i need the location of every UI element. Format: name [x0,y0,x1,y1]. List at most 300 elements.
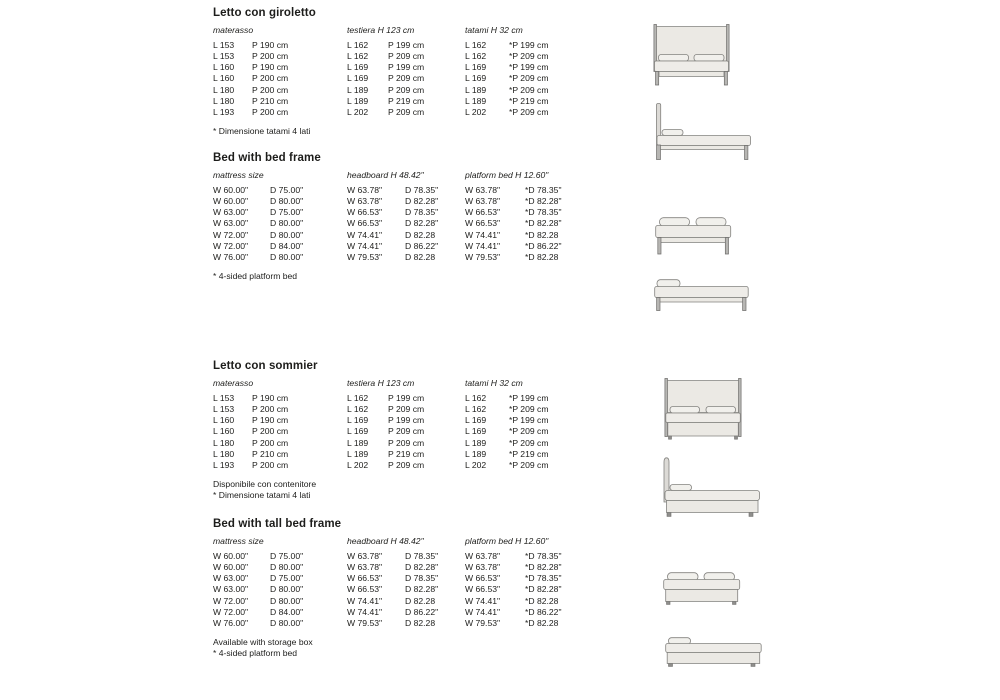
spec-row [347,562,438,573]
pillows [660,218,727,227]
spec-row [213,40,288,51]
column-rows [465,393,549,471]
spec-cell: *P 209 cm [509,106,549,117]
spec-row [347,584,438,595]
section-title: Bed with bed frame [213,152,321,164]
section-title: Bed with tall bed frame [213,518,342,530]
column-header: materasso [213,25,254,35]
footnote-line: * Dimensione tatami 4 lati [213,126,311,136]
spec-cell: L 169 [347,415,369,426]
spec-row [213,218,303,229]
spec-cell: W 60.00" [213,185,249,195]
spec-column-headboard [347,537,438,629]
spec-cell: W 60.00" [213,196,249,207]
spec-row [347,404,424,415]
spec-cell: W 66.53" [347,584,383,595]
spec-cell: W 63.78" [465,562,501,573]
spec-row [213,252,303,263]
spec-cell: L 153 [213,393,235,403]
spec-cell: L 169 [465,62,487,73]
spec-cell: L 189 [465,437,487,448]
spec-row [465,107,549,118]
column-rows [213,551,303,629]
spec-cell: L 169 [347,73,369,84]
spec-column-platform-bed [465,537,562,629]
spec-column-mattress-size [213,171,303,263]
spec-cell: P 199 cm [388,393,425,403]
spec-column-headboard [347,171,438,263]
spec-cell: W 63.00" [213,218,249,229]
spec-cell: D 80.00" [270,229,304,240]
spec-row [465,393,549,404]
spec-row [213,73,288,84]
spec-cell: P 200 cm [252,84,289,95]
platform-bed-front-illustration [655,217,732,255]
spec-cell: D 75.00" [270,551,304,561]
spec-cell: L 162 [347,51,369,62]
column-header: tatami H 32 cm [465,25,523,35]
spec-row [347,218,438,229]
spec-cell: D 82.28 [405,617,436,628]
spec-row [347,96,424,107]
spec-cell: W 66.53" [347,207,383,218]
spec-cell: W 66.53" [465,573,501,584]
spec-cell: *D 78.35" [525,185,562,195]
spec-row [213,618,303,629]
spec-column-tatami [465,379,549,471]
feet [667,513,753,517]
column-header: headboard H 48.42" [347,170,424,180]
spec-cell: W 72.00" [213,595,249,606]
spec-row [213,573,303,584]
spec-cell: L 202 [465,459,487,470]
spec-cell: P 209 cm [388,106,425,117]
pillow [662,130,683,136]
spec-cell: W 60.00" [213,562,249,573]
spec-row [213,230,303,241]
spec-cell: W 63.78" [465,185,501,195]
spec-column-mattress-size [213,537,303,629]
spec-cell: L 180 [213,437,235,448]
spec-row [347,449,424,460]
spec-cell: D 86.22" [405,606,439,617]
spec-column-materasso [213,379,288,471]
section-bed-with-tall-bed-frame [213,518,643,668]
spec-cell: *D 78.35" [525,207,562,218]
spec-cell: W 72.00" [213,606,249,617]
spec-cell: P 200 cm [252,404,289,415]
storage-base [667,501,759,513]
spec-row [465,415,549,426]
spec-cell: D 80.00" [270,562,304,573]
spec-row [465,51,549,62]
spec-cell: *D 86.22" [525,240,562,251]
spec-cell: P 200 cm [252,73,289,84]
spec-row [347,596,438,607]
section-bed-with-bed-frame [213,152,643,302]
spec-cell: P 200 cm [252,459,289,470]
pillow [657,280,680,288]
spec-cell: *P 199 cm [509,40,549,50]
spec-cell: L 169 [465,415,487,426]
column-rows [347,551,438,629]
spec-cell: L 180 [213,448,235,459]
section-title: Letto con sommier [213,360,318,372]
spec-cell: W 72.00" [213,240,249,251]
spec-cell: W 79.53" [465,617,501,628]
spec-cell: *P 199 cm [509,393,549,403]
spec-cell: W 63.00" [213,584,249,595]
spec-row [465,185,562,196]
spec-cell: W 63.78" [347,551,383,561]
spec-cell: D 82.28" [405,584,439,595]
spec-cell: P 200 cm [252,437,289,448]
spec-row [213,607,303,618]
spec-row [465,207,562,218]
spec-row [347,62,424,73]
spec-cell: *D 82.28 [525,617,559,628]
spec-column-materasso [213,26,288,118]
spec-row [465,73,549,84]
spec-cell: L 162 [465,393,487,403]
spec-cell: *D 86.22" [525,606,562,617]
platform-bed-side-illustration [654,279,749,311]
spec-cell: W 79.53" [347,617,383,628]
spec-row [347,618,438,629]
spec-row [213,584,303,595]
footnotes [213,126,310,137]
spec-cell: W 79.53" [347,251,383,262]
tall-platform-bed-front-illustration [663,572,741,605]
column-header: tatami H 32 cm [465,378,523,388]
spec-row [465,85,549,96]
spec-row [347,73,424,84]
spec-row [465,596,562,607]
spec-column-platform-bed [465,171,562,263]
bed-rail [659,72,724,77]
mattress [666,413,741,423]
spec-row [213,562,303,573]
storage-base [666,590,738,602]
spec-row [465,252,562,263]
spec-row [465,584,562,595]
spec-cell: L 169 [465,426,487,437]
column-rows [213,185,303,263]
feet [669,664,756,667]
spec-cell: P 209 cm [388,84,425,95]
spec-cell: D 78.35" [405,551,439,561]
spec-cell: P 209 cm [388,404,425,415]
spec-cell: P 190 cm [252,62,289,73]
spec-row [213,551,303,562]
spec-cell: L 180 [213,95,235,106]
spec-row [465,40,549,51]
spec-cell: *P 209 cm [509,426,549,437]
spec-cell: D 82.28 [405,251,436,262]
spec-cell: D 86.22" [405,240,439,251]
mattress [656,226,731,238]
column-header: platform bed H 12.60" [465,170,549,180]
spec-cell: L 153 [213,51,235,62]
bed-rail [658,298,745,303]
spec-row [347,252,438,263]
column-header: headboard H 48.42" [347,536,424,546]
footnotes [213,637,313,659]
spec-cell: P 190 cm [252,415,289,426]
spec-cell: W 74.41" [347,229,383,240]
spec-cell: W 74.41" [465,595,501,606]
spec-cell: D 75.00" [270,207,304,218]
spec-cell: W 60.00" [213,551,249,561]
spec-cell: *D 82.28" [525,584,562,595]
column-header: platform bed H 12.60" [465,536,549,546]
spec-cell: D 82.28 [405,595,436,606]
spec-cell: P 209 cm [388,51,425,62]
spec-row [347,230,438,241]
spec-cell: *D 82.28" [525,196,562,207]
spec-cell: W 63.78" [465,551,501,561]
spec-cell: W 79.53" [465,251,501,262]
spec-cell: W 66.53" [465,584,501,595]
spec-row [465,218,562,229]
spec-cell: L 189 [347,84,369,95]
spec-cell: W 74.41" [347,606,383,617]
spec-cell: W 63.78" [347,185,383,195]
spec-row [347,426,424,437]
spec-cell: D 84.00" [270,606,304,617]
spec-row [213,196,303,207]
spec-cell: P 199 cm [388,40,425,50]
spec-cell: L 169 [347,426,369,437]
column-header: testiera H 123 cm [347,378,415,388]
spec-row [213,393,288,404]
spec-row [347,573,438,584]
spec-cell: *D 82.28 [525,251,559,262]
spec-row [465,96,549,107]
section-letto-con-sommier [213,360,643,510]
spec-cell: *P 209 cm [509,73,549,84]
spec-cell: D 80.00" [270,251,304,262]
spec-row [465,62,549,73]
footnotes [213,271,297,282]
spec-cell: *P 209 cm [509,437,549,448]
spec-row [347,107,424,118]
spec-row [347,607,438,618]
spec-cell: P 190 cm [252,40,289,50]
spec-row [465,607,562,618]
spec-cell: *P 199 cm [509,62,549,73]
spec-cell: D 75.00" [270,185,304,195]
spec-cell: D 82.28" [405,218,439,229]
spec-cell: *P 199 cm [509,415,549,426]
spec-row [213,438,288,449]
spec-row [213,185,303,196]
spec-cell: W 74.41" [465,229,501,240]
spec-row [213,96,288,107]
column-rows [465,185,562,263]
bed-frame-headboard-side-illustration [655,103,753,160]
spec-cell: L 160 [213,73,235,84]
spec-cell: L 180 [213,84,235,95]
spec-row [213,404,288,415]
spec-row [347,85,424,96]
mattress [665,491,760,501]
spec-row [213,51,288,62]
spec-cell: L 202 [347,106,369,117]
spec-cell: W 72.00" [213,229,249,240]
column-rows [465,551,562,629]
pillow [670,485,692,491]
spec-cell: *P 209 cm [509,84,549,95]
section-letto-con-giroletto [213,7,643,157]
spec-column-testiera [347,26,424,118]
spec-cell: *D 82.28 [525,595,559,606]
spec-cell: P 199 cm [388,415,425,426]
spec-cell: L 153 [213,40,235,50]
spec-cell: L 189 [347,95,369,106]
spec-cell: *D 78.35" [525,573,562,584]
spec-row [347,40,424,51]
spec-cell: L 169 [465,73,487,84]
spec-row [465,230,562,241]
spec-cell: L 160 [213,426,235,437]
spec-cell: L 162 [347,393,369,403]
spec-cell: W 63.78" [347,196,383,207]
spec-row [347,207,438,218]
spec-cell: W 74.41" [347,240,383,251]
spec-cell: L 162 [465,404,487,415]
spec-cell: *P 209 cm [509,51,549,62]
tall-bed-frame-headboard-front-illustration [664,378,742,440]
column-header: materasso [213,378,254,388]
spec-cell: D 78.35" [405,185,439,195]
section-title: Letto con giroletto [213,7,316,19]
spec-cell: L 189 [465,448,487,459]
spec-cell: W 76.00" [213,251,249,262]
spec-cell: *D 78.35" [525,551,562,561]
spec-cell: W 66.53" [465,207,501,218]
spec-row [465,196,562,207]
spec-cell: *P 219 cm [509,448,549,459]
footnote-line: * Dimensione tatami 4 lati [213,490,311,500]
spec-cell: L 162 [465,40,487,50]
spec-cell: W 74.41" [347,595,383,606]
spec-cell: P 199 cm [388,62,425,73]
spec-cell: D 78.35" [405,207,439,218]
spec-cell: L 189 [465,84,487,95]
spec-cell: L 202 [347,459,369,470]
spec-cell: *D 82.28" [525,218,562,229]
spec-row [347,196,438,207]
spec-cell: P 210 cm [252,95,289,106]
spec-cell: L 189 [347,448,369,459]
mattress [657,136,751,146]
spec-cell: W 63.78" [347,562,383,573]
column-rows [213,40,288,118]
spec-cell: L 153 [213,404,235,415]
spec-row [347,185,438,196]
spec-cell: D 84.00" [270,240,304,251]
spec-row [213,207,303,218]
spec-cell: W 63.00" [213,207,249,218]
mattress [666,644,762,653]
column-header: mattress size [213,536,264,546]
spec-row [213,460,288,471]
spec-row [213,241,303,252]
spec-row [213,596,303,607]
spec-row [347,438,424,449]
spec-cell: D 80.00" [270,595,304,606]
spec-cell: P 200 cm [252,106,289,117]
storage-base [667,653,760,664]
spec-row [465,241,562,252]
spec-cell: P 209 cm [388,73,425,84]
spec-cell: L 202 [465,106,487,117]
spec-row [347,415,424,426]
spec-cell: D 82.28" [405,562,439,573]
bed-rail [660,238,728,243]
footnote-line: Disponibile con contenitore [213,479,317,489]
spec-cell: L 162 [465,51,487,62]
spec-row [213,85,288,96]
spec-cell: D 80.00" [270,218,304,229]
column-header: testiera H 123 cm [347,25,415,35]
spec-cell: *P 209 cm [509,404,549,415]
bed-rail [660,146,747,150]
spec-cell: L 193 [213,459,235,470]
spec-column-tatami [465,26,549,118]
spec-cell: P 219 cm [388,448,425,459]
spec-cell: *P 209 cm [509,459,549,470]
spec-cell: L 189 [465,95,487,106]
spec-row [347,460,424,471]
spec-cell: L 160 [213,62,235,73]
spec-cell: D 80.00" [270,196,304,207]
spec-cell: D 80.00" [270,584,304,595]
feet [669,436,738,439]
spec-cell: *P 219 cm [509,95,549,106]
spec-cell: D 80.00" [270,617,304,628]
spec-row [465,551,562,562]
spec-cell: P 209 cm [388,459,425,470]
spec-cell: W 66.53" [465,218,501,229]
spec-cell: D 75.00" [270,573,304,584]
spec-row [213,107,288,118]
spec-cell: L 162 [347,404,369,415]
column-rows [347,40,424,118]
footnote-line: * 4-sided platform bed [213,271,298,281]
spec-cell: D 82.28" [405,196,439,207]
spec-row [213,62,288,73]
spec-row [465,562,562,573]
column-rows [213,393,288,471]
spec-row [213,449,288,460]
spec-row [465,618,562,629]
spec-row [465,426,549,437]
spec-cell: P 190 cm [252,393,289,403]
column-rows [465,40,549,118]
spec-cell: W 63.78" [465,196,501,207]
column-rows [347,185,438,263]
spec-row [347,551,438,562]
footnote-line: * 4-sided platform bed [213,648,298,658]
spec-row [213,426,288,437]
spec-cell: W 74.41" [465,606,501,617]
column-header: mattress size [213,170,264,180]
spec-cell: L 160 [213,415,235,426]
spec-row [465,449,549,460]
spec-cell: P 209 cm [388,437,425,448]
